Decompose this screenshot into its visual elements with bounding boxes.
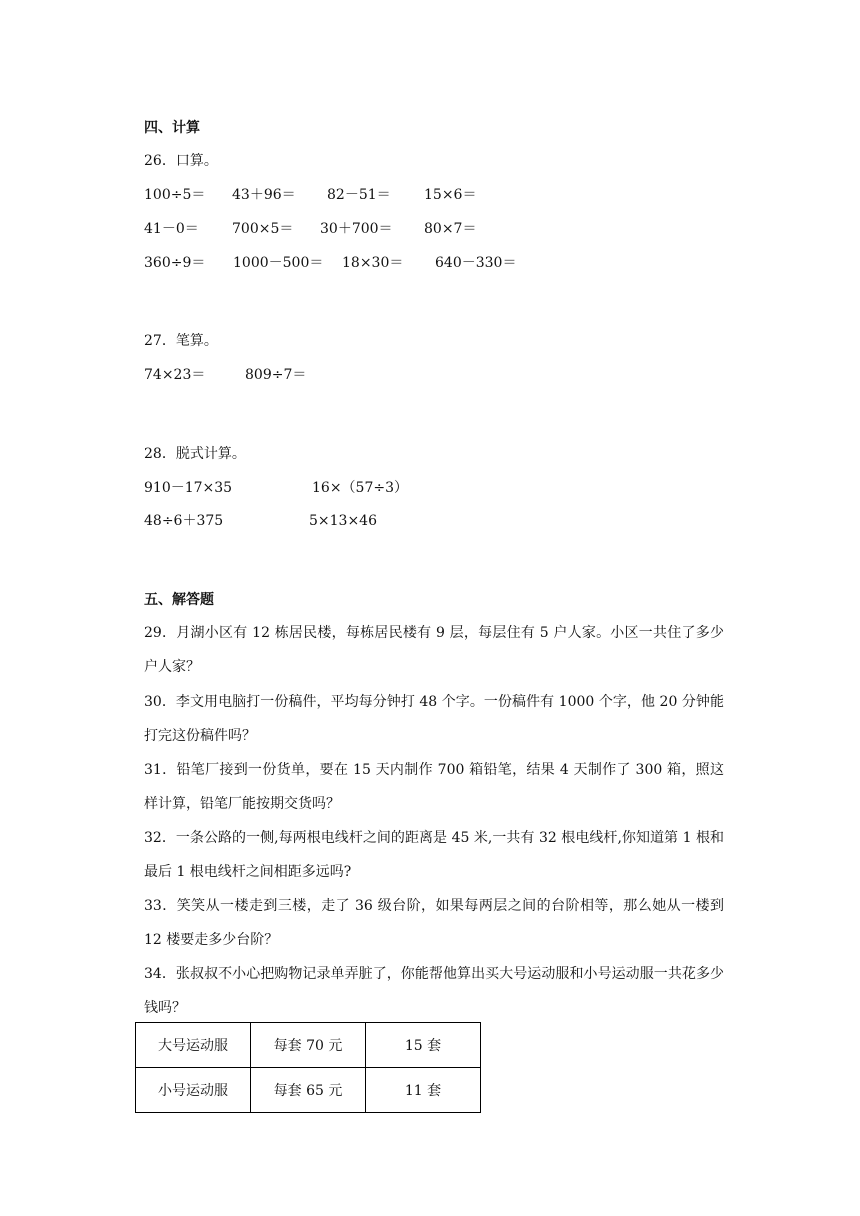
q26-item: 80×7＝ <box>424 221 477 237</box>
q27-label: 27．笔算。 <box>144 333 218 349</box>
table-row <box>136 1068 481 1113</box>
table-cell: 每套 65 元 <box>251 1068 366 1113</box>
table-cell: 小号运动服 <box>136 1068 251 1113</box>
q28-item: 16×（57÷3） <box>312 480 408 496</box>
question-30: 30．李文用电脑打一份稿件，平均每分钟打 48 个字。一份稿件有 1000 个字，他 20 分钟能打完这份稿件吗？ <box>144 694 724 744</box>
question-31: 31．铅笔厂接到一份货单，要在 15 天内制作 700 箱铅笔，结果 4 天制作了 300 箱，照这样计算，铅笔厂能按期交货吗？ <box>144 762 724 812</box>
q28-label: 28．脱式计算。 <box>144 446 246 462</box>
q26-item: 640－330＝ <box>435 255 517 271</box>
q26-item: 700×5＝ <box>232 221 294 237</box>
q26-item: 100÷5＝ <box>144 187 206 203</box>
section-5-title: 五、解答题 <box>144 592 214 608</box>
table-cell: 15 套 <box>366 1023 481 1068</box>
q28-item: 5×13×46 <box>309 513 377 529</box>
q26-item: 360÷9＝ <box>144 255 206 271</box>
q26-item: 15×6＝ <box>424 187 477 203</box>
q26-item: 30＋700＝ <box>320 221 393 237</box>
q26-item: 82－51＝ <box>327 187 391 203</box>
question-32: 32．一条公路的一侧,每两根电线杆之间的距离是 45 米,一共有 32 根电线杆,你知道第 1 根和最后 1 根电线杆之间相距多远吗? <box>144 830 724 880</box>
q28-item: 48÷6＋375 <box>144 513 224 529</box>
section-4-title: 四、计算 <box>144 120 200 136</box>
question-29: 29．月湖小区有 12 栋居民楼，每栋居民楼有 9 层，每层住有 5 户人家。小区一共住了多少户人家？ <box>144 625 724 675</box>
table-cell: 大号运动服 <box>136 1023 251 1068</box>
table-cell: 每套 70 元 <box>251 1023 366 1068</box>
q26-item: 41－0＝ <box>144 221 199 237</box>
q26-item: 43＋96＝ <box>232 187 296 203</box>
q26-item: 1000－500＝ <box>233 255 324 271</box>
q27-item: 74×23＝ <box>144 367 206 383</box>
question-34: 34．张叔叔不小心把购物记录单弄脏了，你能帮他算出买大号运动服和小号运动服一共花多少钱吗？ <box>144 966 724 1016</box>
table-cell: 11 套 <box>366 1068 481 1113</box>
q28-item: 910－17×35 <box>144 480 233 496</box>
q27-item: 809÷7＝ <box>245 367 307 383</box>
table-row <box>136 1023 481 1068</box>
q26-item: 18×30＝ <box>342 255 404 271</box>
q26-label: 26．口算。 <box>144 153 218 169</box>
question-33: 33．笑笑从一楼走到三楼，走了 36 级台阶，如果每两层之间的台阶相等，那么她从一楼到 12 楼要走多少台阶？ <box>144 898 724 948</box>
purchase-record-table <box>135 1022 481 1113</box>
